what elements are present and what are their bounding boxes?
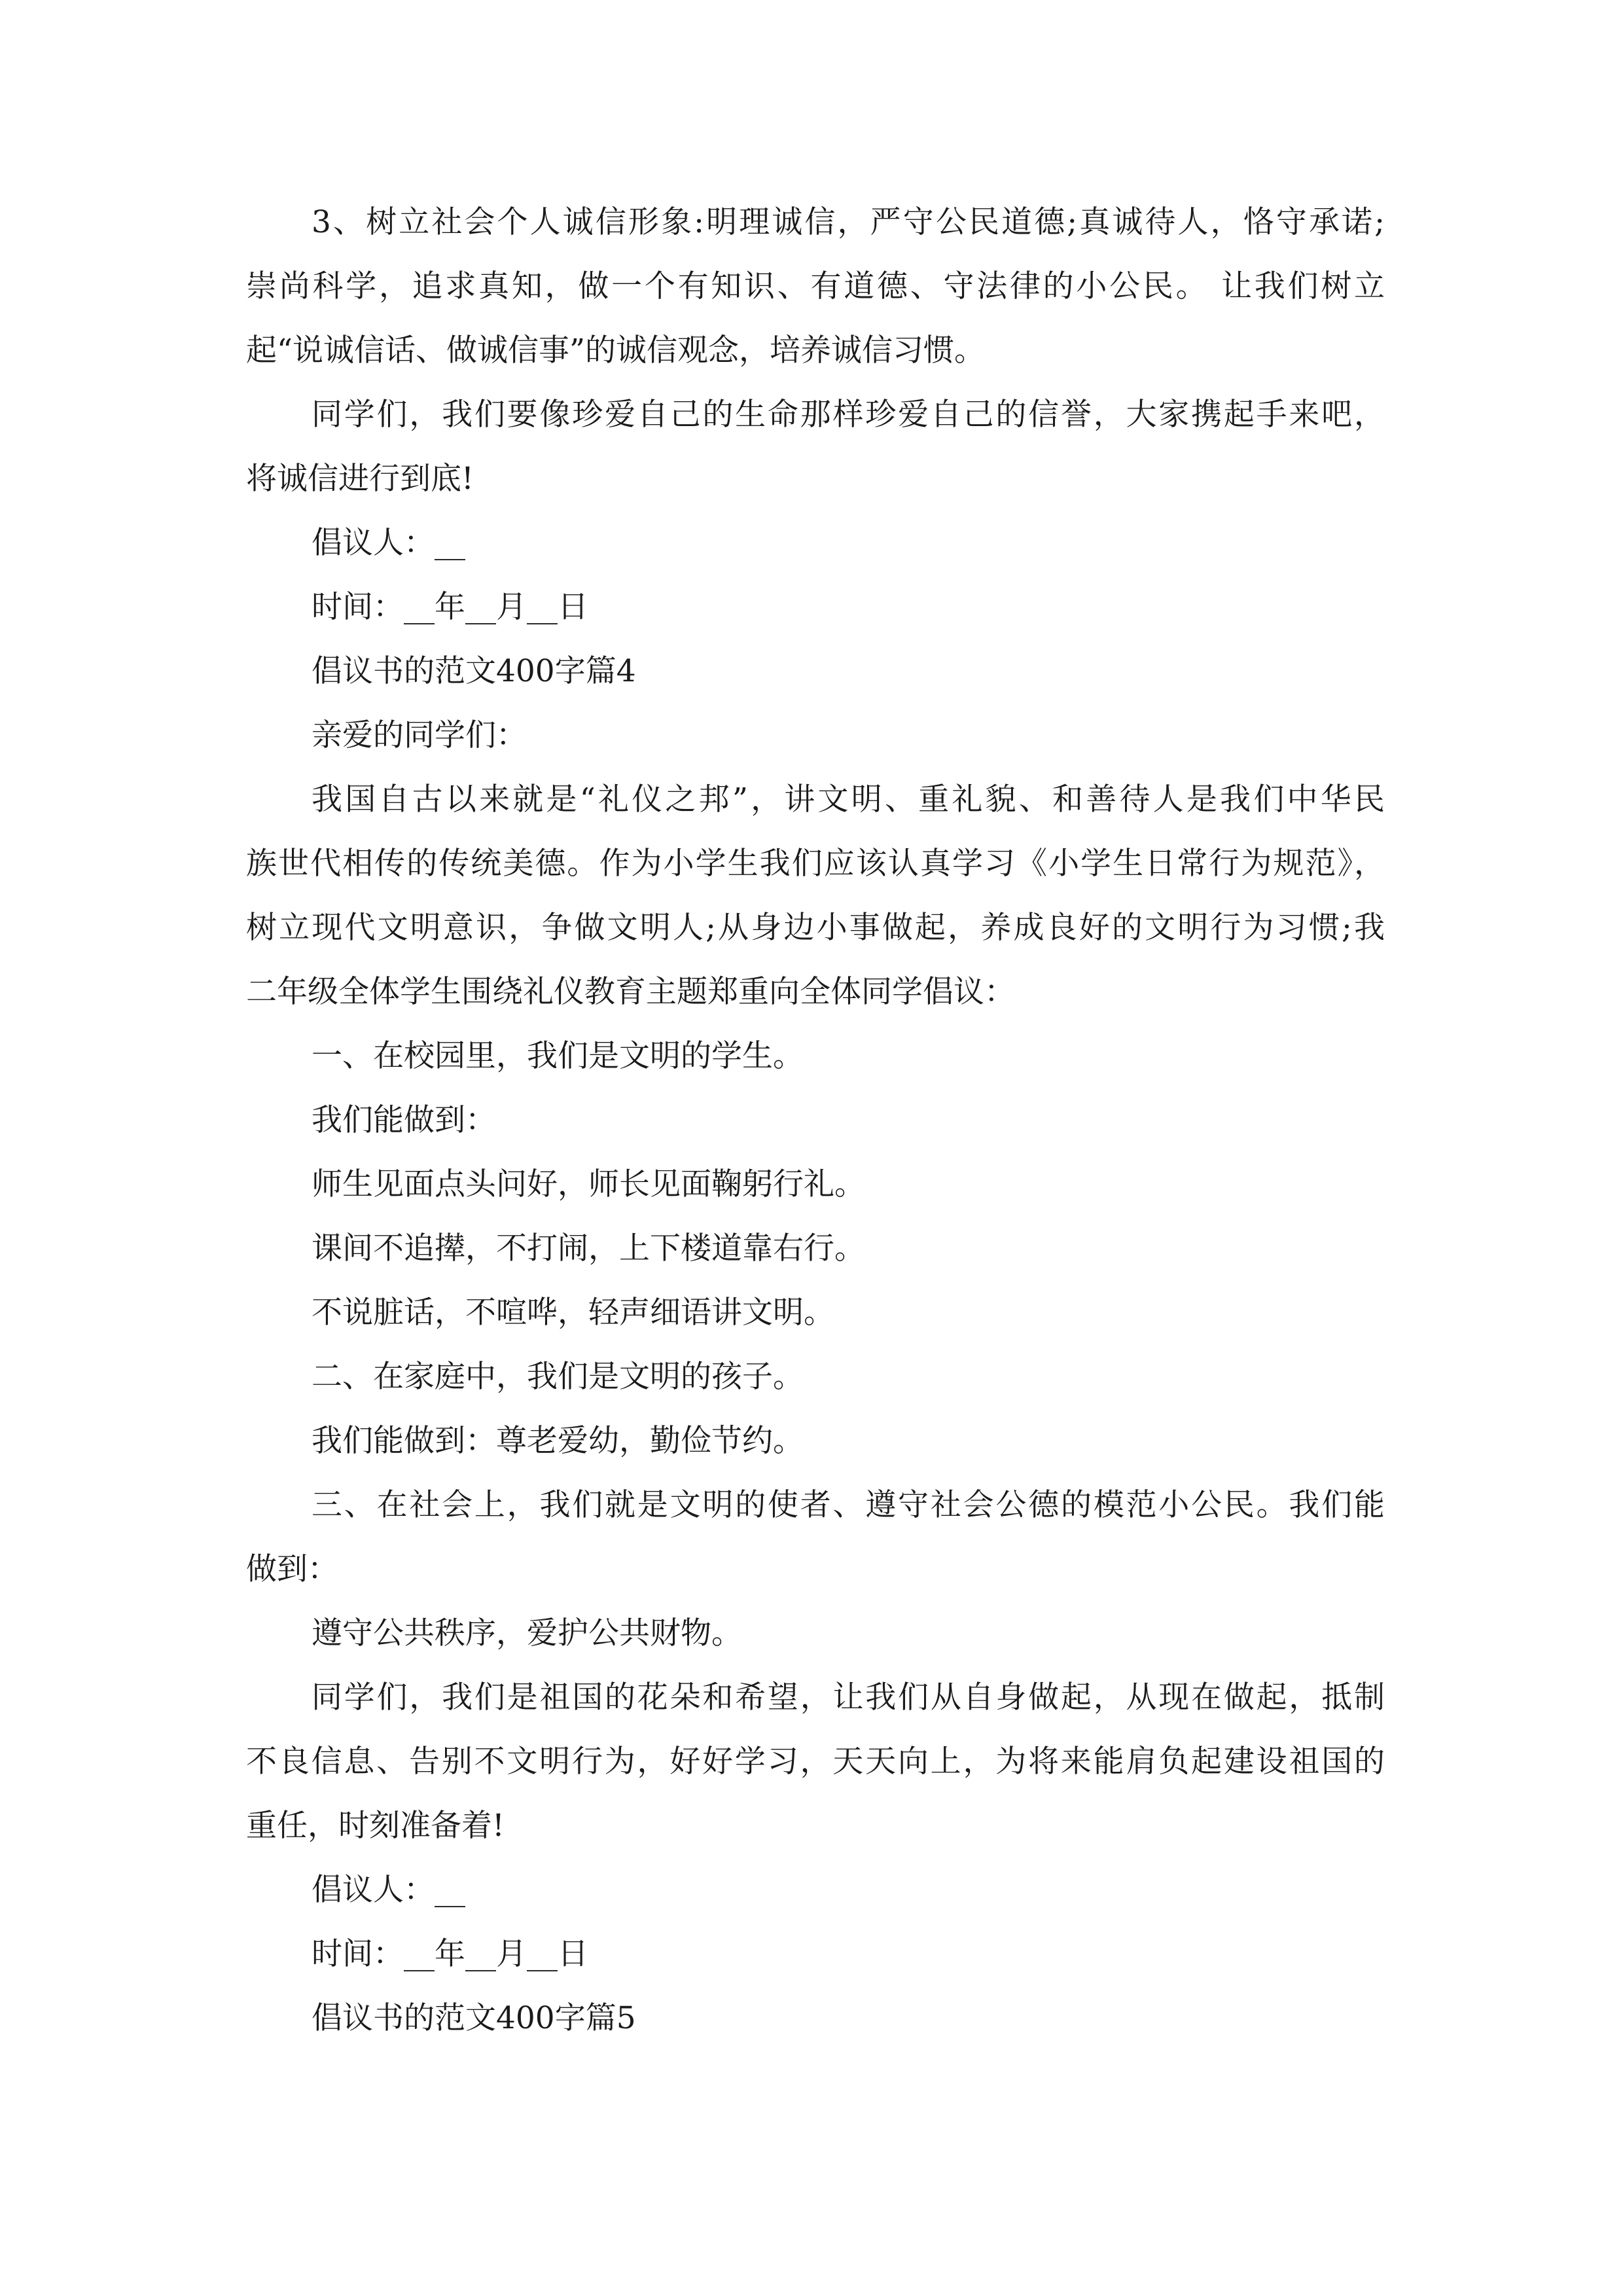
date-line: 时间：__年__月__日 — [312, 1936, 588, 1972]
paragraph-line: 二年级全体学生围绕礼仪教育主题郑重向全体同学倡议： — [246, 974, 1015, 1010]
paragraph-line: 3、树立社会个人诚信形象:明理诚信，严守公民道德;真诚待人，恪守承诺; — [312, 204, 1385, 240]
greeting-line: 亲爱的同学们： — [312, 717, 527, 753]
paragraph-line: 族世代相传的传统美德。作为小学生我们应该认真学习《小学生日常行为规范》， — [246, 846, 1385, 882]
paragraph-line: 遵守公共秩序，爱护公共财物。 — [312, 1615, 742, 1651]
paragraph-line: 将诚信进行到底! — [246, 461, 474, 497]
paragraph-line: 崇尚科学，追求真知，做一个有知识、有道德、守法律的小公民。 让我们树立 — [246, 268, 1385, 304]
paragraph-line: 重任，时刻准备着! — [246, 1808, 505, 1844]
paragraph-line: 我国自古以来就是“礼仪之邦”，讲文明、重礼貌、和善待人是我们中华民 — [312, 781, 1385, 817]
paragraph-line: 不说脏话，不喧哗，轻声细语讲文明。 — [312, 1295, 834, 1331]
paragraph-line: 同学们，我们是祖国的花朵和希望，让我们从自身做起，从现在做起，抵制 — [312, 1679, 1385, 1715]
paragraph-line: 树立现代文明意识，争做文明人;从身边小事做起，养成良好的文明行为习惯;我 — [246, 910, 1385, 946]
proposer-line: 倡议人：__ — [312, 525, 465, 561]
section-heading: 倡议书的范文400字篇5 — [312, 2000, 636, 2036]
paragraph-line: 师生见面点头问好，师长见面鞠躬行礼。 — [312, 1166, 865, 1202]
paragraph-line: 起“说诚信话、做诚信事”的诚信观念，培养诚信习惯。 — [246, 332, 986, 368]
paragraph-line: 我们能做到： — [312, 1102, 496, 1138]
date-line: 时间：__年__月__日 — [312, 589, 588, 625]
section-heading: 倡议书的范文400字篇4 — [312, 653, 636, 689]
section-item: 三、在社会上，我们就是文明的使者、遵守社会公德的模范小公民。我们能 — [312, 1487, 1385, 1523]
paragraph-line: 不良信息、告别不文明行为，好好学习，天天向上，为将来能肩负起建设祖国的 — [246, 1744, 1385, 1780]
paragraph-line: 课间不追撵，不打闹，上下楼道靠右行。 — [312, 1230, 865, 1266]
paragraph-line: 同学们，我们要像珍爱自己的生命那样珍爱自己的信誉，大家携起手来吧， — [312, 397, 1385, 433]
proposer-line: 倡议人：__ — [312, 1872, 465, 1908]
section-item: 二、在家庭中，我们是文明的孩子。 — [312, 1359, 804, 1395]
section-item: 一、在校园里，我们是文明的学生。 — [312, 1038, 804, 1074]
paragraph-line: 我们能做到：尊老爱幼，勤俭节约。 — [312, 1423, 804, 1459]
paragraph-line: 做到： — [246, 1551, 338, 1587]
